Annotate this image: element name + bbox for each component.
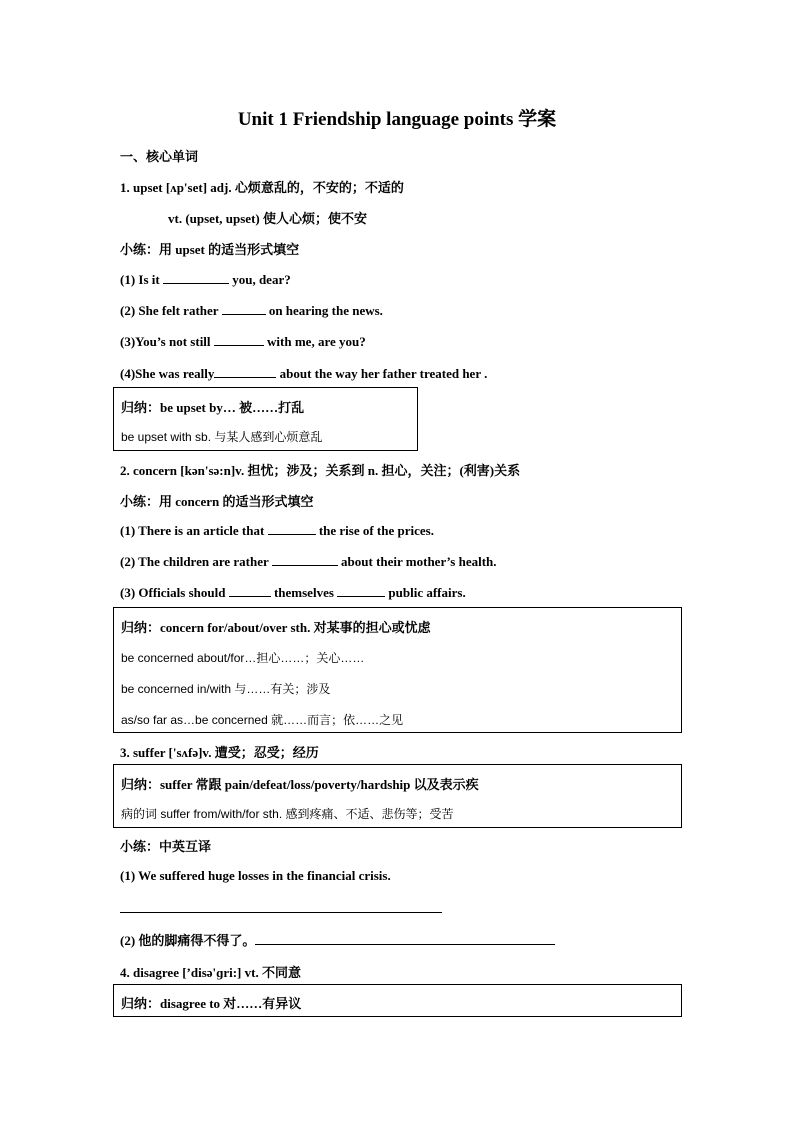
question-text: (3)You’s not still [120, 334, 214, 349]
summary-line: 归纳：suffer 常跟 pain/defeat/loss/poverty/hardship 以及表示疾 [121, 777, 479, 792]
fill-blank[interactable] [214, 333, 264, 346]
word-suffer-heading: 3. suffer ['sʌfə]v. 遭受；忍受；经历 [120, 745, 319, 760]
summary-box-disagree [113, 984, 682, 1017]
summary-line: be concerned about/for…担心……；关心…… [121, 651, 365, 665]
question-text: themselves [270, 585, 338, 600]
word-upset-heading: 1. upset [ʌp'set] adj. 心烦意乱的，不安的；不适的 [120, 180, 404, 195]
answer-blank[interactable] [255, 932, 555, 945]
question-text: the rise of the prices. [315, 523, 434, 538]
question-line [120, 271, 291, 288]
fill-blank[interactable] [272, 553, 338, 566]
summary-line: as/so far as…be concerned 就……而言；依……之见 [121, 713, 404, 727]
fill-blank[interactable] [163, 271, 229, 284]
question-text: public affairs. [385, 585, 466, 600]
summary-box-suffer [113, 764, 682, 828]
fill-blank[interactable] [337, 584, 385, 597]
question-text: (1) Is it [120, 272, 163, 287]
translate-question: (1) We suffered huge losses in the financial crisis. [120, 868, 391, 883]
summary-line: be concerned in/with 与……有关；涉及 [121, 682, 331, 696]
summary-line: 归纳：concern for/about/over sth. 对某事的担心或忧虑 [121, 620, 431, 635]
question-text: (2) 他的脚痛得不得了。 [120, 933, 256, 948]
word-upset-verb-sense: vt. (upset, upset) 使人心烦；使不安 [168, 211, 367, 226]
question-text: you, dear? [228, 272, 291, 287]
practice-label: 小练：中英互译 [120, 839, 212, 854]
question-line [120, 365, 487, 382]
translate-question-line [120, 930, 555, 949]
question-line [120, 584, 466, 601]
question-text: on hearing the news. [265, 303, 383, 318]
fill-blank[interactable] [268, 522, 316, 535]
section-heading: 一、核心单词 [120, 149, 199, 164]
question-line [120, 302, 383, 319]
page-title: Unit 1 Friendship language points 学案 [237, 109, 557, 130]
fill-blank[interactable] [222, 302, 266, 315]
summary-line: 病的词 suffer from/with/for sth. 感到疼痛、不适、悲伤等；受苦 [121, 807, 454, 821]
question-text: (1) There is an article that [120, 523, 268, 538]
question-line [120, 553, 497, 570]
question-text: about their mother’s health. [337, 554, 497, 569]
answer-line[interactable] [120, 912, 442, 913]
word-concern-heading: 2. concern [kən'sə:n]v. 担忧；涉及；关系到 n. 担心，关注；(利害)关系 [120, 463, 521, 478]
fill-blank[interactable] [229, 584, 271, 597]
fill-blank[interactable] [214, 365, 276, 378]
question-line [120, 522, 434, 539]
question-text: about the way her father treated her . [276, 366, 488, 381]
question-line [120, 333, 366, 350]
word-disagree-heading: 4. disagree [’disə'ɡri:] vt. 不同意 [120, 965, 301, 980]
practice-label: 小练：用 upset 的适当形式填空 [120, 242, 300, 257]
summary-box-concern [113, 607, 682, 733]
summary-line: be upset with sb. 与某人感到心烦意乱 [121, 430, 323, 444]
summary-box-upset [113, 387, 418, 451]
question-text: (2) The children are rather [120, 554, 272, 569]
practice-label: 小练：用 concern 的适当形式填空 [120, 494, 314, 509]
question-text: (2) She felt rather [120, 303, 222, 318]
summary-line: 归纳：be upset by… 被……打乱 [121, 400, 305, 415]
question-text: with me, are you? [263, 334, 366, 349]
question-text: (3) Officials should [120, 585, 229, 600]
question-text: (4)She was really [120, 366, 215, 381]
summary-line: 归纳：disagree to 对……有异议 [121, 996, 302, 1011]
